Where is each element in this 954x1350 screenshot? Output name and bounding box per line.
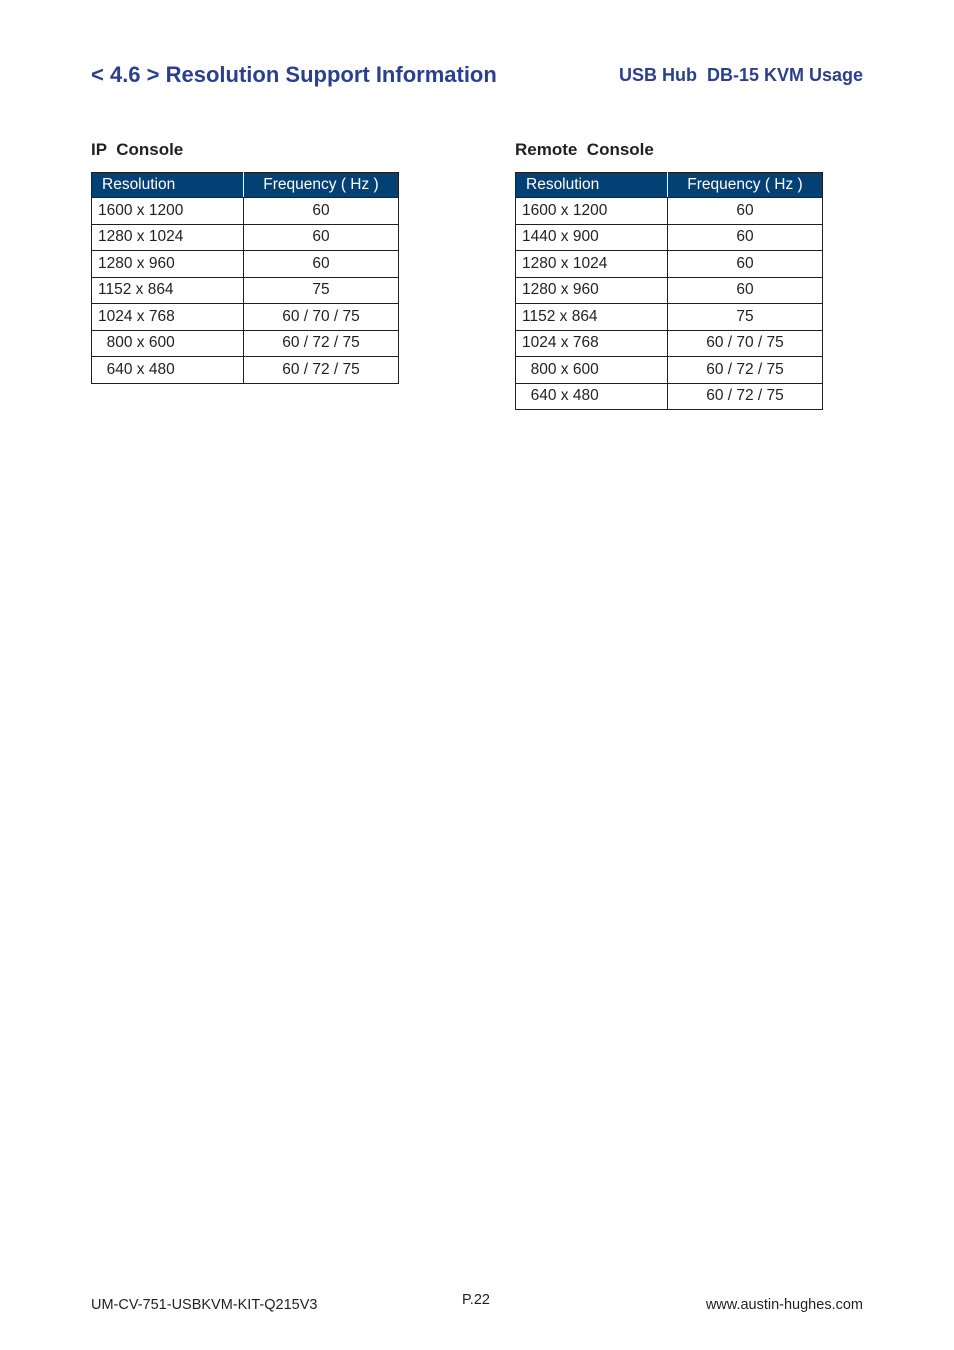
footer-website: www.austin-hughes.com xyxy=(705,1297,863,1313)
table-row xyxy=(516,383,823,410)
frequency-cell: 60 xyxy=(668,251,823,278)
resolution-cell: 1600 x 1200 xyxy=(516,198,668,225)
column-header-resolution: Resolution xyxy=(92,173,244,198)
table-row xyxy=(92,277,399,304)
resolution-cell: 1152 x 864 xyxy=(92,277,244,304)
frequency-cell: 60 xyxy=(244,251,399,278)
table-row xyxy=(516,304,823,331)
table-row xyxy=(92,357,399,384)
table-row xyxy=(92,304,399,331)
frequency-cell: 60 xyxy=(244,198,399,225)
resolution-cell: 1152 x 864 xyxy=(516,304,668,331)
frequency-cell: 60 xyxy=(668,198,823,225)
table-row xyxy=(516,198,823,225)
remote-console-table xyxy=(515,172,823,410)
frequency-cell: 60 / 70 / 75 xyxy=(668,330,823,357)
frequency-cell: 75 xyxy=(668,304,823,331)
resolution-cell: 1280 x 1024 xyxy=(92,224,244,251)
table-row xyxy=(92,224,399,251)
frequency-cell: 60 xyxy=(244,224,399,251)
document-header-title: USB Hub DB-15 KVM Usage xyxy=(618,65,863,85)
frequency-cell: 60 / 72 / 75 xyxy=(244,357,399,384)
resolution-cell: 1024 x 768 xyxy=(516,330,668,357)
table-row xyxy=(516,357,823,384)
frequency-cell: 60 / 72 / 75 xyxy=(668,383,823,410)
resolution-cell: 800 x 600 xyxy=(92,330,244,357)
resolution-cell: 640 x 480 xyxy=(516,383,668,410)
table-row xyxy=(92,198,399,225)
ip-console-heading: IP Console xyxy=(91,140,184,159)
column-header-frequency: Frequency ( Hz ) xyxy=(668,173,823,198)
table-header-row xyxy=(92,173,399,198)
resolution-cell: 1280 x 960 xyxy=(92,251,244,278)
column-header-resolution: Resolution xyxy=(516,173,668,198)
frequency-cell: 60 / 72 / 75 xyxy=(244,330,399,357)
resolution-cell: 800 x 600 xyxy=(516,357,668,384)
table-row xyxy=(516,277,823,304)
frequency-cell: 60 xyxy=(668,224,823,251)
resolution-cell: 1600 x 1200 xyxy=(92,198,244,225)
footer-page-number: P.22 xyxy=(462,1292,490,1308)
table-row xyxy=(516,251,823,278)
table-row xyxy=(516,224,823,251)
footer-document-id: UM-CV-751-USBKVM-KIT-Q215V3 xyxy=(91,1297,318,1313)
frequency-cell: 60 / 70 / 75 xyxy=(244,304,399,331)
table-row xyxy=(516,330,823,357)
table-row xyxy=(92,251,399,278)
resolution-cell: 1280 x 960 xyxy=(516,277,668,304)
section-title: < 4.6 > Resolution Support Information xyxy=(91,62,497,87)
frequency-cell: 60 xyxy=(668,277,823,304)
frequency-cell: 75 xyxy=(244,277,399,304)
resolution-cell: 640 x 480 xyxy=(92,357,244,384)
resolution-cell: 1280 x 1024 xyxy=(516,251,668,278)
resolution-cell: 1024 x 768 xyxy=(92,304,244,331)
column-header-frequency: Frequency ( Hz ) xyxy=(244,173,399,198)
resolution-cell: 1440 x 900 xyxy=(516,224,668,251)
table-row xyxy=(92,330,399,357)
table-header-row xyxy=(516,173,823,198)
frequency-cell: 60 / 72 / 75 xyxy=(668,357,823,384)
ip-console-table xyxy=(91,172,399,384)
remote-console-heading: Remote Console xyxy=(515,140,654,159)
